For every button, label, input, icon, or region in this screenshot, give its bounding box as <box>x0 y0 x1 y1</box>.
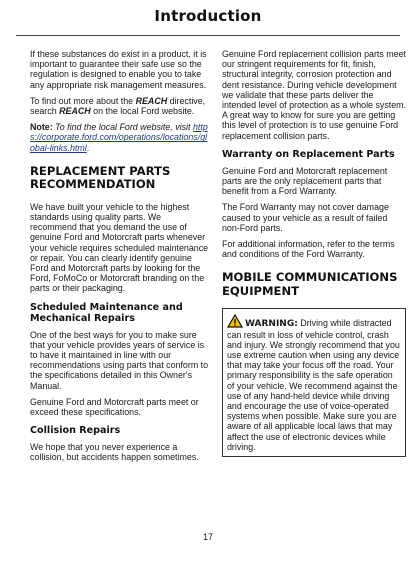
note-text: To find the local Ford website, visit <box>52 122 193 133</box>
text: To find out more about the <box>30 95 136 106</box>
text: . <box>86 142 90 153</box>
page-header-title: Introduction <box>154 7 262 25</box>
right-column <box>222 49 406 457</box>
paragraph: We have built your vehicle to the highest standards using quality parts. We recommend that you demand the use of genuine Ford and Motorcraft parts whenever your vehicle requires scheduled maintenance or repair. You can clearly identify genuine Ford and Motorcraft parts by looking for the Ford, FoMoCo or Motorcraft branding on the parts or their packaging. <box>30 201 209 294</box>
section-title-replacement-parts: REPLACEMENT PARTS RECOMMENDATION <box>30 163 171 192</box>
header-divider <box>16 35 400 36</box>
subhead-warranty: Warranty on Replacement Parts <box>222 148 395 160</box>
warning-text: Driving while distracted can result in loss of vehicle control, crash and injury. We strongly recommend that you use extreme caution when using any device that may take your focus off the road. Your primary responsibility is the safe operation of your vehicle. We recommend against the use of any hand-held device while driving and encourage the use of voice-operated systems when possible. Make sure you are aware of all applicable local laws that may affect the use of electronic devices while driving. <box>227 318 400 452</box>
warning-triangle-icon <box>227 314 243 328</box>
paragraph: Genuine Ford replacement collision parts meet our stringent requirements for fit, finish, structural integrity, corrosion protection and dent resistance. During vehicle development we validate that these parts deliver the intended level of protection as a whole system. A great way to know for sure you are getting this level of protection is to use genuine Ford replacement collision parts. <box>222 49 407 141</box>
reach-term: REACH <box>59 106 91 117</box>
paragraph: Genuine Ford and Motorcraft parts meet or exceed these specifications. <box>30 396 199 418</box>
paragraph: Genuine Ford and Motorcraft replacement parts are the only replacement parts that benefit from a Ford Warranty. <box>222 165 388 197</box>
ford-global-links[interactable]: https://corporate.ford.com/operations/locations/global-links.html <box>30 122 208 153</box>
page-number: 17 <box>202 532 213 542</box>
reach-term: REACH <box>135 95 168 106</box>
paragraph: The Ford Warranty may not cover damage caused to your vehicle as a result of failed non-Ford parts. <box>222 202 389 233</box>
subhead-scheduled-maintenance: Scheduled Maintenance and Mechanical Repairs <box>30 301 183 324</box>
subhead-collision-repairs: Collision Repairs <box>30 425 121 437</box>
left-column <box>30 49 210 469</box>
section-title-mobile-communications: MOBILE COMMUNICATIONS EQUIPMENT <box>222 270 398 298</box>
paragraph: We hope that you never experience a collision, but accidents happen sometimes. <box>30 442 199 463</box>
text: directive, search <box>30 95 206 117</box>
note-label: Note: <box>30 122 53 133</box>
paragraph: If these substances do exist in a product, it is important to guarantee their safe use so the regulation is designed to enable you to take any appropriate risk management measures. <box>30 49 207 90</box>
paragraph: One of the best ways for you to make sure that your vehicle provides years of service is to have it maintained in line with our recommendations using parts that conform to the specifications detailed in this Owner's Manual. <box>30 329 209 391</box>
warning-box <box>222 308 406 457</box>
warning-label: WARNING: <box>245 319 298 330</box>
text: on the local Ford website. <box>90 106 195 117</box>
paragraph-reach <box>30 96 210 116</box>
paragraph: For additional information, refer to the terms and conditions of the Ford Warranty. <box>222 239 395 260</box>
note <box>30 122 210 153</box>
